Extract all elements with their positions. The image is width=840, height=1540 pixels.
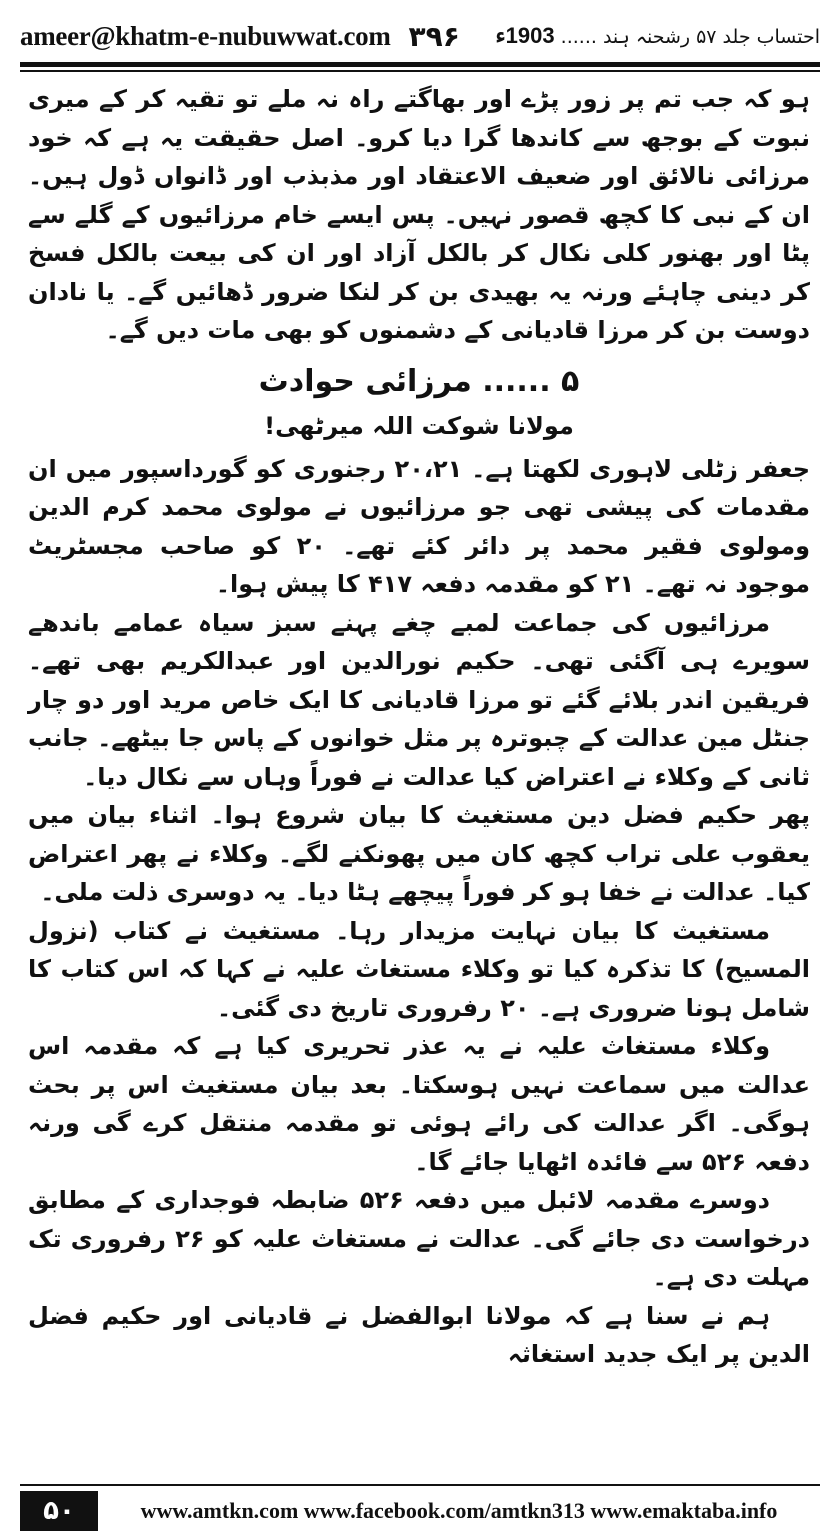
page-header: [20, 14, 820, 58]
body-paragraph: مرزائیوں کی جماعت لمبے چغے پہنے سبز سیاہ عمامے باندھے سویرے ہی آگئی تھی۔ حکیم نورالدین اور عبدالکریم بھی تھے۔ فریقین اندر بلائے گئے تو مرزا قادیانی کا ایک خاص مرید اور دو چار جنٹل مین عدالت کے چبوترہ پر مثل خوانوں کے پاس جا بیٹھے۔ جانب ثانی کے وکلاء نے اعتراض کیا عدالت نے فوراً وہاں سے نکال دیا۔: [28, 608, 810, 791]
header-page-number: ۳۹۶: [408, 19, 460, 53]
header-left: [20, 20, 460, 53]
footer-divider: [20, 1484, 820, 1486]
body-paragraph: دوسرے مقدمہ لائبل میں دفعہ ۵۲۶ ضابطہ فوجداری کے مطابق درخواست دی جائے گی۔ عدالت نے مستغاث علیہ کو ۲۶ رفروری تک مہلت دی ہے۔: [28, 1186, 810, 1291]
body-paragraph: ہو کہ جب تم پر زور پڑے اور بھاگتے راہ نہ ملے تو تقیہ کر کے میری نبوت کے بوجھ سے کاندھا گرا دیا کرو۔ اصل حقیقت یہ ہے کہ خود مرزائی نالائق اور ضعیف الاعتقاد اور مذبذب اور ڈانواں ڈول ہیں۔ ان کے نبی کا کچھ قصور نہیں۔ پس ایسے خام مرزائیوں کے گلے سے پٹا اور بھنور کلی نکال کر بالکل آزاد اور ان کی بیعت بالکل فسخ کر دینی چاہئے ورنہ یہ بھیدی بن کر لنکا ضرور ڈھائیں گے۔ یا نادان دوست بن کر مرزا قادیانی کے دشمنوں کو بھی مات دیں گے۔: [28, 85, 810, 344]
body-paragraph: پھر حکیم فضل دین مستغیث کا بیان شروع ہوا۔ اثناء بیان میں یعقوب علی تراب کچھ کان میں پھونکنے لگے۔ وکلاء نے پھر اعتراض کیا۔ عدالت نے خفا ہو کر فوراً پیچھے ہٹا دیا۔ یہ دوسری ذلت ملی۔: [28, 801, 810, 906]
body-paragraph: مستغیث کا بیان نہایت مزیدار رہا۔ مستغیث نے کتاب (نزول المسیح) کا تذکرہ کیا تو وکلاء مستغاث علیہ نے کہا کہ اس کتاب کا شامل ہونا ضروری ہے۔ ۲۰ رفروری تاریخ دی گئی۔: [28, 916, 810, 1022]
body-paragraph: جعفر زٹلی لاہوری لکھتا ہے۔ ۲۰،۲۱ رجنوری کو گورداسپور میں ان مقدمات کی پیشی تھی جو مرزائیوں نے مولوی محمد کرم الدین ومولوی فقیر محمد پر دائر کئے تھے۔ ۲۰ کو صاحب مجسٹریٹ موجود نہ تھے۔ ۲۱ کو مقدمہ دفعہ ۴۱۷ کا پیش ہوا۔: [28, 454, 810, 598]
page-footer: [20, 1490, 820, 1532]
footer-page-number: ۵۰: [20, 1491, 98, 1531]
body-paragraph: وکلاء مستغاث علیہ نے یہ عذر تحریری کیا ہے کہ مقدمہ اس عدالت میں سماعت نہیں ہوسکتا۔ بعد بیان مستغیث اس پر بحث ہوگی۔ اگر عدالت کی رائے ہوئی تو مقدمہ منتقل کرے گی ورنہ دفعہ ۵۲۶ سے فائدہ اٹھایا جائے گا۔: [28, 1032, 810, 1176]
header-book-info: [495, 23, 820, 49]
section-author: مولانا شوکت اللہ میرٹھی!: [264, 411, 574, 440]
header-email[interactable]: ameer@khatm-e-nubuwwat.com: [20, 20, 391, 51]
header-divider-thin: [20, 70, 820, 72]
footer-links[interactable]: www.amtkn.com www.facebook.com/amtkn313 www.emaktaba.info: [140, 1498, 778, 1523]
header-divider: [20, 62, 820, 67]
header-year: 1903ء: [495, 23, 555, 48]
page-body: [28, 80, 810, 1476]
body-paragraph: ہم نے سنا ہے کہ مولانا ابوالفضل نے قادیانی اور حکیم فضل الدین پر ایک جدید استغاثہ: [28, 1301, 810, 1368]
section-heading: ۵ ...... مرزائی حوادث: [258, 363, 580, 399]
header-book-title: احتساب جلد ۵۷ رشحنہ ہند ......: [560, 26, 820, 48]
